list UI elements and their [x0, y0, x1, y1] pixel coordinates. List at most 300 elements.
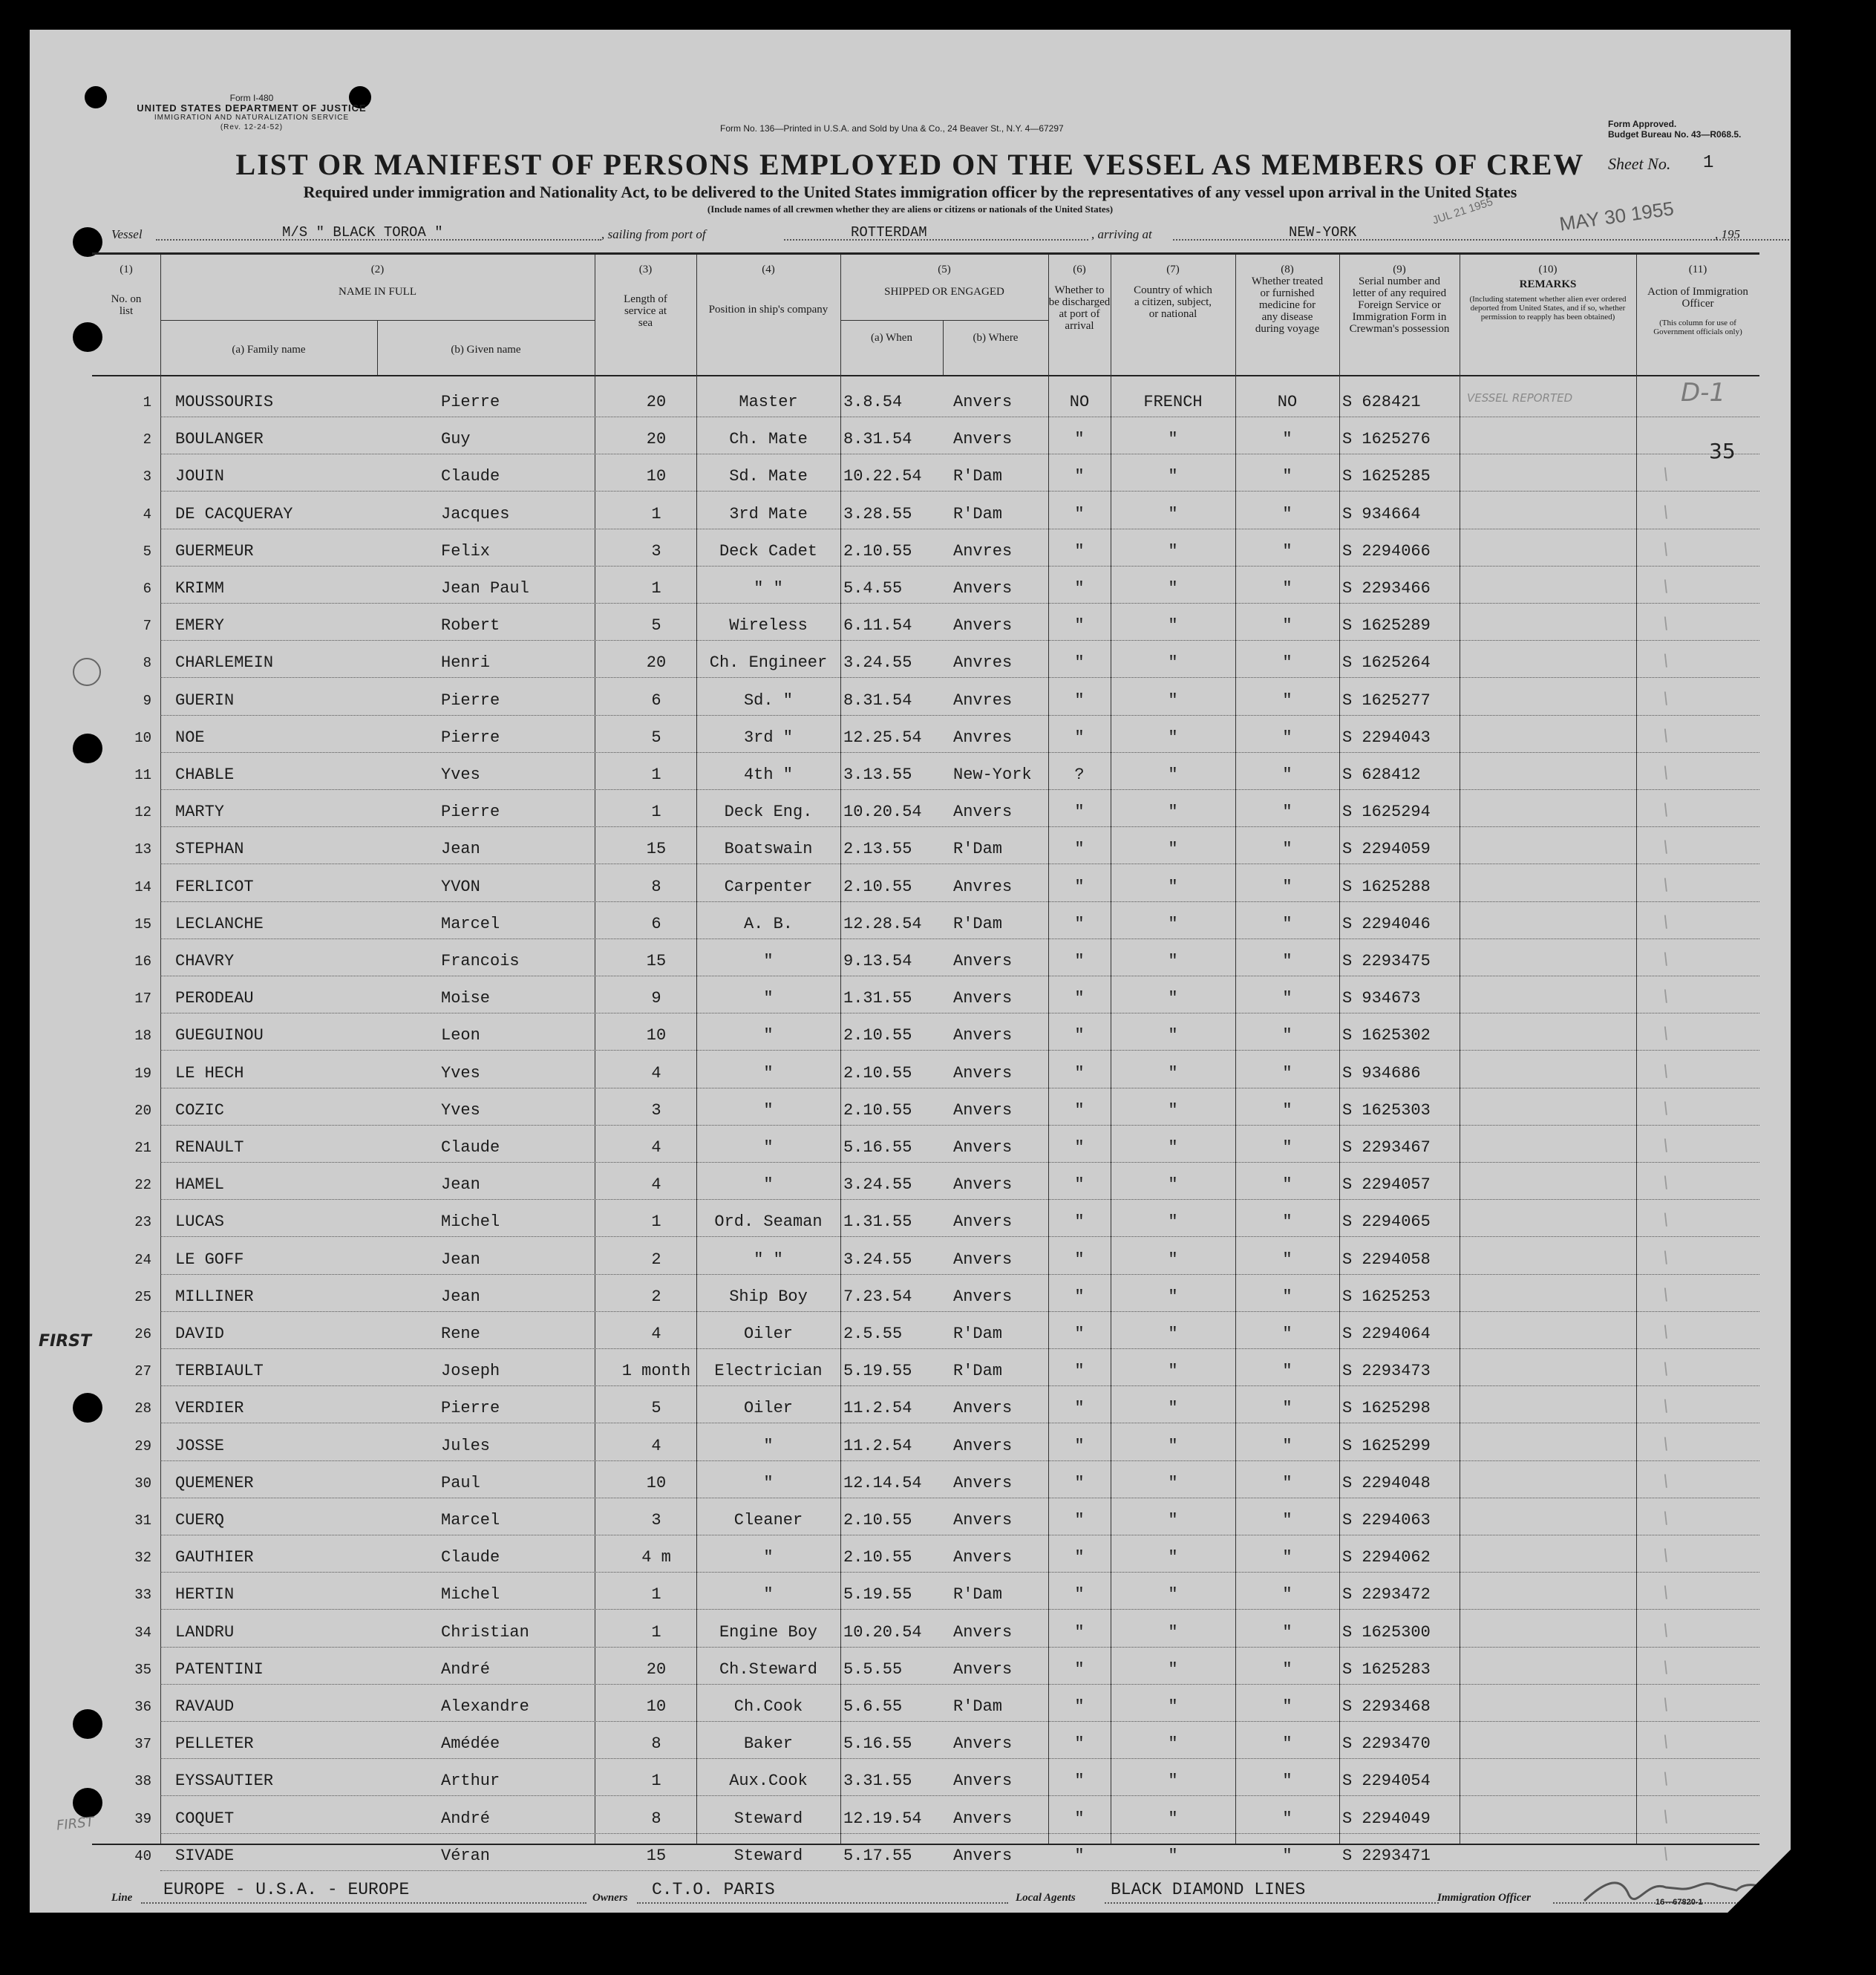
treated: " — [1282, 1772, 1292, 1791]
row-rule — [160, 1647, 1759, 1648]
shipped-where: Anvers — [953, 1734, 1013, 1754]
tick-mark: \ — [1663, 764, 1669, 783]
position: Carpenter — [724, 877, 813, 896]
family-name: MOUSSOURIS — [175, 393, 274, 411]
shipped-when: 3.13.55 — [843, 765, 912, 784]
tick-mark: \ — [1663, 1137, 1669, 1155]
shipped-when: 11.2.54 — [843, 1399, 912, 1418]
discharged: " — [1074, 1585, 1085, 1605]
row-rule — [160, 1385, 1759, 1386]
service-length: 3 — [651, 541, 661, 561]
row-rule — [160, 1050, 1759, 1051]
position: Ch. Engineer — [709, 653, 828, 673]
page-title: LIST OR MANIFEST OF PERSONS EMPLOYED ON THE VESSEL AS MEMBERS OF CREW — [235, 148, 1585, 181]
given-name: Robert — [441, 616, 500, 636]
position: 3rd Mate — [729, 504, 808, 523]
treated: " — [1282, 952, 1292, 970]
shipped-where: Anvers — [953, 1436, 1013, 1455]
family-name: DAVID — [175, 1325, 225, 1343]
tick-mark: \ — [1663, 689, 1669, 708]
row-rule — [160, 826, 1759, 827]
col-number: (5) — [938, 264, 951, 275]
row-number: 11 — [134, 767, 151, 783]
service-length: 1 — [651, 1585, 661, 1605]
treated: " — [1282, 1548, 1292, 1567]
row-number: 16 — [134, 953, 151, 970]
vessel-label: Vessel — [111, 227, 143, 241]
col-divider — [1048, 255, 1049, 1844]
service-length: 10 — [646, 1026, 667, 1045]
family-name: EMERY — [175, 616, 225, 636]
service: IMMIGRATION AND NATURALIZATION SERVICE — [154, 114, 350, 122]
service-length: 10 — [646, 1697, 667, 1716]
tick-mark: \ — [1663, 1099, 1669, 1118]
col-number: (8) — [1281, 264, 1294, 275]
shipped-where: R'Dam — [953, 1697, 1003, 1716]
given-name: Pierre — [441, 803, 500, 822]
tick-mark: \ — [1663, 1658, 1669, 1677]
row-number: 25 — [134, 1288, 151, 1305]
dotted-line — [784, 239, 1088, 241]
position: Baker — [743, 1734, 793, 1754]
discharged: NO — [1069, 393, 1090, 411]
tick-mark: \ — [1663, 1211, 1669, 1230]
shipped-when: 11.2.54 — [843, 1436, 912, 1455]
discharged: " — [1074, 1399, 1085, 1418]
shipped-when: 7.23.54 — [843, 1287, 912, 1306]
treated: " — [1282, 1250, 1292, 1269]
tick-mark: \ — [1663, 1621, 1669, 1640]
discharged: " — [1074, 430, 1085, 449]
service-length: 15 — [646, 840, 667, 859]
given-name: Jean — [441, 1175, 480, 1195]
family-name: HERTIN — [175, 1585, 235, 1605]
position: Oiler — [743, 1325, 793, 1343]
shipped-where: R'Dam — [953, 840, 1003, 859]
family-name: CHABLE — [175, 765, 235, 784]
col-divider — [1235, 255, 1236, 1844]
given-name: Guy — [441, 430, 471, 449]
row-number: 9 — [143, 692, 151, 709]
tick-mark: \ — [1663, 1025, 1669, 1044]
treated: " — [1282, 1026, 1292, 1045]
col-header-name — [160, 264, 595, 298]
shipped-where: Anvers — [953, 1772, 1013, 1791]
shipped-where: Anvres — [953, 691, 1013, 710]
family-name: TERBIAULT — [175, 1362, 264, 1381]
shipped-where: R'Dam — [953, 914, 1003, 933]
shipped-when: 2.10.55 — [843, 1100, 912, 1120]
row-number: 14 — [134, 878, 151, 895]
family-name: LECLANCHE — [175, 914, 264, 933]
family-name: LE HECH — [175, 1063, 244, 1083]
treated: NO — [1277, 393, 1298, 411]
col-title: Whether to be discharged at port of arrival — [1048, 284, 1111, 332]
country: " — [1168, 1622, 1178, 1642]
given-name: Claude — [441, 1548, 500, 1567]
position: " — [763, 1585, 774, 1605]
shipped-when: 3.28.55 — [843, 504, 912, 523]
given-name: Jacques — [441, 504, 510, 523]
shipped-where: New-York — [953, 765, 1032, 784]
shipped-where: Anvers — [953, 1846, 1013, 1865]
col-header-when: (a) When — [871, 332, 912, 344]
treated: " — [1282, 1809, 1292, 1828]
position: Engine Boy — [719, 1622, 818, 1642]
country: " — [1168, 467, 1178, 486]
shipped-when: 5.19.55 — [843, 1362, 912, 1381]
service-length: 1 — [651, 579, 661, 598]
serial-number: S 2294049 — [1342, 1809, 1431, 1828]
col-number: (11) — [1688, 264, 1707, 275]
shipped-when: 12.14.54 — [843, 1473, 922, 1492]
shipped-when: 12.28.54 — [843, 914, 922, 933]
row-number: 15 — [134, 915, 151, 933]
officer-action: D-1 — [1681, 378, 1726, 408]
serial-number: S 2294058 — [1342, 1250, 1431, 1269]
subtitle: Required under immigration and Nationality Act, to be delivered to the United States immigration officer by the representatives of any vessel upon arrival in the United States — [303, 183, 1517, 201]
treated: " — [1282, 1362, 1292, 1381]
discharged: " — [1074, 1772, 1085, 1791]
col-number: (4) — [762, 264, 775, 275]
tick-mark: \ — [1663, 913, 1669, 932]
tick-mark: \ — [1663, 615, 1669, 634]
given-name: Michel — [441, 1212, 500, 1232]
shipped-when: 2.10.55 — [843, 1063, 912, 1083]
service-length: 1 — [651, 1622, 661, 1642]
position: Ship Boy — [729, 1287, 808, 1306]
shipped-where: Anvers — [953, 430, 1013, 449]
tick-mark: \ — [1663, 1062, 1669, 1081]
col-divider — [1339, 255, 1340, 1844]
treated: " — [1282, 579, 1292, 598]
serial-number: S 628421 — [1342, 393, 1421, 411]
shipped-when: 3.24.55 — [843, 653, 912, 673]
col-number: (2) — [370, 264, 385, 275]
serial-number: S 2294063 — [1342, 1511, 1431, 1530]
given-name: Jules — [441, 1436, 491, 1455]
service-length: 5 — [651, 728, 661, 747]
service-length: 1 — [651, 803, 661, 822]
treated: " — [1282, 691, 1292, 710]
country: " — [1168, 1436, 1178, 1455]
treated: " — [1282, 430, 1292, 449]
treated: " — [1282, 914, 1292, 933]
shipped-when: 5.16.55 — [843, 1138, 912, 1157]
shipped-when: 2.10.55 — [843, 1026, 912, 1045]
discharged: " — [1074, 691, 1085, 710]
family-name: LE GOFF — [175, 1250, 244, 1269]
tick-mark: \ — [1663, 1472, 1669, 1491]
row-number: 1 — [143, 394, 151, 411]
agents-value: BLACK DIAMOND LINES — [1111, 1880, 1306, 1899]
row-number: 3 — [143, 469, 151, 486]
shipped-where: Anvers — [953, 1659, 1013, 1679]
position: Steward — [733, 1846, 803, 1865]
tick-mark: \ — [1663, 1733, 1669, 1752]
shipped-when: 5.6.55 — [843, 1697, 903, 1716]
shipped-where: Anvers — [953, 989, 1013, 1008]
discharged: ? — [1074, 765, 1085, 784]
treated: " — [1282, 765, 1292, 784]
row-rule — [160, 1721, 1759, 1722]
header-bottom — [92, 375, 1759, 376]
country: " — [1168, 1138, 1178, 1157]
family-name: KRIMM — [175, 579, 225, 598]
given-name: Francois — [441, 952, 520, 970]
shipped-when: 3.8.54 — [843, 393, 903, 411]
tick-mark: \ — [1663, 652, 1669, 671]
service-length: 1 month — [621, 1362, 691, 1381]
shipped-where: Anvers — [953, 1399, 1013, 1418]
family-name: RAVAUD — [175, 1697, 235, 1716]
shipped-when: 10.20.54 — [843, 803, 922, 822]
row-rule — [160, 1609, 1759, 1610]
shipped-where: Anvers — [953, 1809, 1013, 1828]
discharged: " — [1074, 1175, 1085, 1195]
service-length: 1 — [651, 1772, 661, 1791]
discharged: " — [1074, 541, 1085, 561]
family-name: GAUTHIER — [175, 1548, 254, 1567]
row-number: 26 — [134, 1326, 151, 1342]
discharged: " — [1074, 1697, 1085, 1716]
col-header-family: (a) Family name — [232, 344, 306, 356]
country: " — [1168, 1809, 1178, 1828]
serial-number: S 934673 — [1342, 989, 1421, 1008]
country: " — [1168, 1697, 1178, 1716]
row-number: 8 — [143, 655, 151, 672]
given-name: André — [441, 1659, 491, 1679]
family-name: PATENTINI — [175, 1659, 264, 1679]
row-number: 28 — [134, 1400, 151, 1417]
col-divider — [1636, 255, 1637, 1844]
discharged: " — [1074, 504, 1085, 523]
discharged: " — [1074, 989, 1085, 1008]
country: " — [1168, 1659, 1178, 1679]
row-rule — [160, 603, 1759, 604]
treated: " — [1282, 1212, 1292, 1232]
service-length: 3 — [651, 1511, 661, 1530]
country: " — [1168, 1325, 1178, 1343]
shipped-when: 9.13.54 — [843, 952, 912, 970]
family-name: GUERIN — [175, 691, 235, 710]
col-divider — [160, 255, 161, 1844]
country: " — [1168, 1511, 1178, 1530]
given-name: Marcel — [441, 1511, 500, 1530]
country: " — [1168, 1026, 1178, 1045]
discharged: " — [1074, 467, 1085, 486]
row-rule — [160, 491, 1759, 492]
date-stamp: MAY 30 1955 — [1558, 197, 1676, 235]
serial-number: S 1625289 — [1342, 616, 1431, 636]
treated: " — [1282, 1325, 1292, 1343]
col-number: (1) — [120, 264, 133, 275]
row-rule — [160, 1795, 1759, 1796]
row-rule — [160, 566, 1759, 567]
serial-number: S 1625253 — [1342, 1287, 1431, 1306]
row-rule — [160, 938, 1759, 939]
service-length: 20 — [646, 653, 667, 673]
owners-value: C.T.O. PARIS — [652, 1880, 775, 1899]
given-name: Pierre — [441, 728, 500, 747]
treated: " — [1282, 504, 1292, 523]
tick-mark: \ — [1663, 1584, 1669, 1603]
shipped-when: 5.5.55 — [843, 1659, 903, 1679]
shipped-where: Anvers — [953, 1473, 1013, 1492]
service-length: 15 — [646, 1846, 667, 1865]
serial-number: S 1625277 — [1342, 691, 1431, 710]
shipped-when: 10.20.54 — [843, 1622, 922, 1642]
serial-number: S 1625299 — [1342, 1436, 1431, 1455]
treated: " — [1282, 989, 1292, 1008]
col-header-given: (b) Given name — [451, 344, 521, 356]
position: Oiler — [743, 1399, 793, 1418]
tick-mark: \ — [1663, 1770, 1669, 1789]
shipped-where: Anvers — [953, 803, 1013, 822]
sailing-label: , sailing from port of — [601, 227, 706, 241]
row-number: 27 — [134, 1363, 151, 1380]
country: " — [1168, 1585, 1178, 1605]
given-name: Paul — [441, 1473, 480, 1492]
shipped-where: Anvres — [953, 541, 1013, 561]
serial-number: S 2294048 — [1342, 1473, 1431, 1492]
row-number: 12 — [134, 804, 151, 821]
row-number: 35 — [134, 1661, 151, 1678]
service-length: 9 — [651, 989, 661, 1008]
position: Master — [739, 393, 798, 411]
col-title: Country of which a citizen, subject, or national — [1134, 284, 1212, 320]
given-name: Arthur — [441, 1772, 500, 1791]
family-name: MILLINER — [175, 1287, 254, 1306]
discharged: " — [1074, 1325, 1085, 1343]
service-length: 4 — [651, 1436, 661, 1455]
row-number: 21 — [134, 1140, 151, 1156]
given-name: Amédée — [441, 1734, 500, 1754]
discharged: " — [1074, 1659, 1085, 1679]
col-header-discharged — [1048, 264, 1111, 332]
family-name: LANDRU — [175, 1622, 235, 1642]
shipped-where: Anvers — [953, 616, 1013, 636]
country: " — [1168, 1473, 1178, 1492]
row-rule — [160, 1311, 1759, 1312]
serial-number: S 1625276 — [1342, 430, 1431, 449]
serial-number: S 628412 — [1342, 765, 1421, 784]
country: " — [1168, 616, 1178, 636]
discharged: " — [1074, 1212, 1085, 1232]
discharged: " — [1074, 1622, 1085, 1642]
position: 4th " — [743, 765, 793, 784]
discharged: " — [1074, 1287, 1085, 1306]
country: " — [1168, 1548, 1178, 1567]
position: " — [763, 1175, 774, 1195]
row-number: 40 — [134, 1847, 151, 1864]
row-rule — [160, 715, 1759, 716]
family-name: FERLICOT — [175, 877, 254, 896]
position: Boatswain — [724, 840, 813, 859]
approval-line: Form Approved. — [1608, 119, 1677, 129]
shipped-where: R'Dam — [953, 1362, 1003, 1381]
discharged: " — [1074, 1100, 1085, 1120]
given-name: Pierre — [441, 393, 500, 411]
col-number: (10) — [1538, 264, 1558, 275]
position: Ch. Mate — [729, 430, 808, 449]
discharged: " — [1074, 653, 1085, 673]
row-rule — [160, 1460, 1759, 1461]
discharged: " — [1074, 1548, 1085, 1567]
given-name: Moise — [441, 989, 491, 1008]
col-title: Length of service at sea — [624, 293, 667, 329]
row-rule — [160, 1348, 1759, 1349]
family-name: JOSSE — [175, 1436, 225, 1455]
shipped-where: R'Dam — [953, 504, 1003, 523]
year-label: , 195 — [1715, 227, 1740, 241]
shipped-when: 12.19.54 — [843, 1809, 922, 1828]
discharged: " — [1074, 840, 1085, 859]
col-note: (Including statement whether alien ever ordered deported from United States, and if so, whether permission to reapply has been obtained) — [1469, 295, 1627, 321]
position: " " — [754, 579, 783, 598]
inclusion-note: (Include names of all crewmen whether they are aliens or citizens or nationals of the United States) — [707, 203, 1114, 215]
serial-number: S 2294066 — [1342, 541, 1431, 561]
treated: " — [1282, 1846, 1292, 1865]
line-value: EUROPE - U.S.A. - EUROPE — [163, 1880, 410, 1899]
position: " — [763, 1436, 774, 1455]
serial-number: S 2294064 — [1342, 1325, 1431, 1343]
col-header-where: (b) Where — [973, 332, 1019, 344]
tick-mark: \ — [1663, 466, 1669, 485]
tick-mark: \ — [1663, 1434, 1669, 1454]
row-rule — [160, 1199, 1759, 1200]
family-name: CUERQ — [175, 1511, 225, 1530]
shipped-where: Anvers — [953, 1100, 1013, 1120]
col-number: (7) — [1166, 264, 1180, 275]
serial-number: S 1625302 — [1342, 1026, 1431, 1045]
sheet-number: 1 — [1703, 153, 1714, 173]
treated: " — [1282, 803, 1292, 822]
form-code: 16—67820-1 — [1656, 1898, 1703, 1907]
shipped-when: 2.10.55 — [843, 1511, 912, 1530]
family-name: BOULANGER — [175, 430, 264, 449]
shipped-where: Anvres — [953, 653, 1013, 673]
serial-number: S 2294043 — [1342, 728, 1431, 747]
discharged: " — [1074, 1473, 1085, 1492]
family-name: COZIC — [175, 1100, 225, 1120]
service-length: 8 — [651, 1734, 661, 1754]
col-note: (This column for use of Government officials only) — [1653, 319, 1742, 336]
family-name: MARTY — [175, 803, 225, 822]
col-header-shipped — [840, 264, 1048, 298]
officer-action-count: 35 — [1709, 439, 1736, 463]
arriving-label: , arriving at — [1091, 227, 1152, 241]
discharged: " — [1074, 1362, 1085, 1381]
margin-note: FIRST — [56, 1814, 95, 1834]
approval-block — [1608, 119, 1741, 140]
given-name: Christian — [441, 1622, 529, 1642]
shipped-where: Anvers — [953, 1287, 1013, 1306]
row-rule — [160, 640, 1759, 641]
serial-number: S 1625300 — [1342, 1622, 1431, 1642]
col-number: (9) — [1393, 264, 1406, 275]
col-title: Serial number and letter of any required Foreign Service or Immigration Form in Crewman's possession — [1349, 275, 1450, 335]
position: Steward — [733, 1809, 803, 1828]
country: " — [1168, 1846, 1178, 1865]
treated: " — [1282, 1734, 1292, 1754]
serial-number: S 1625298 — [1342, 1399, 1431, 1418]
serial-number: S 2293471 — [1342, 1846, 1431, 1865]
treated: " — [1282, 1473, 1292, 1492]
row-number: 38 — [134, 1773, 151, 1790]
header-divider — [840, 320, 1048, 321]
service-length: 1 — [651, 504, 661, 523]
